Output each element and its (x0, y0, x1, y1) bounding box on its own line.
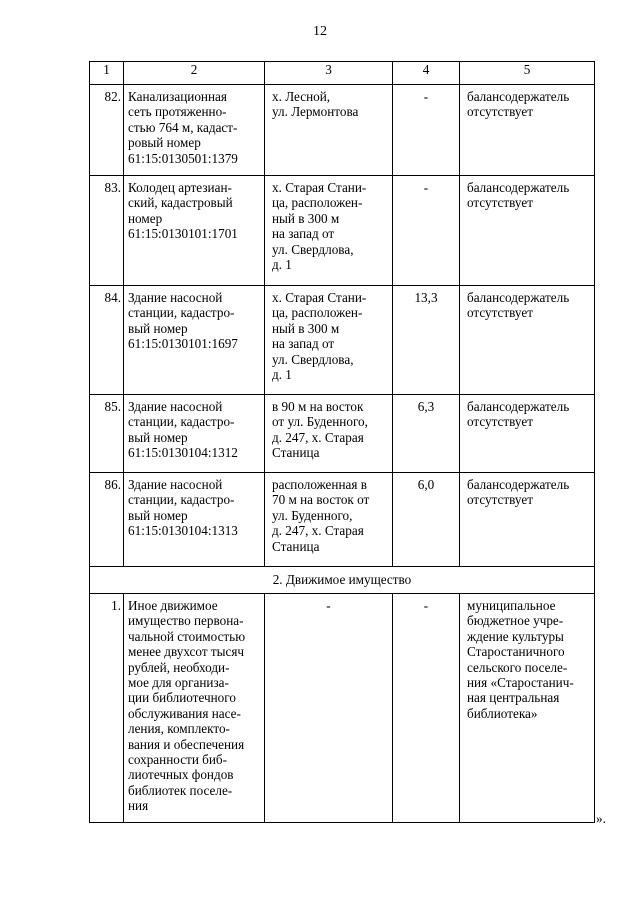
cell-text-line: сеть протяженно- (128, 104, 227, 120)
cell-text-line: обслуживания насе- (128, 705, 241, 721)
cell-text-line: отсутствует (467, 492, 533, 508)
row-number: 86. (90, 473, 124, 567)
header-col-4: 4 (393, 62, 460, 85)
table-row (90, 286, 595, 395)
cell-text-line: Здание насосной (128, 399, 223, 414)
cell-text-line: менее двухсот тысяч (128, 644, 245, 660)
object-address (265, 473, 393, 567)
cell-text-line: ровый номер (128, 135, 201, 151)
cell-text-line: вый номер (128, 507, 188, 523)
cell-text-line: номер (128, 210, 163, 226)
cell-text-line: ная центральная (467, 690, 560, 706)
cell-text-line: х. Старая Стани- (272, 180, 367, 195)
cell-text-line: сохранности биб- (128, 752, 228, 768)
cell-text-line: Иное движимое (128, 598, 218, 613)
cell-text-line: 61:15:0130501:1379 (128, 150, 238, 166)
cell-text-line: 61:15:0130101:1701 (128, 226, 238, 242)
balance-holder (460, 286, 595, 395)
cell-text-line: на запад от (272, 226, 335, 242)
cell-text-line: ный в 300 м (272, 210, 340, 226)
object-name (124, 594, 265, 823)
cell-text-line: лиотечных фондов (128, 767, 234, 783)
cell-text-line: станции, кадастро- (128, 492, 235, 508)
cell-text-line: рублей, необходи- (128, 659, 230, 675)
cell-text-line: отсутствует (467, 195, 533, 211)
cell-text-line: вания и обеспечения (128, 736, 245, 752)
cell-text-line: д. 1 (272, 257, 292, 273)
object-address: - (265, 594, 393, 823)
object-name (124, 473, 265, 567)
cell-text-line: балансодержатель (467, 477, 570, 492)
object-name (124, 85, 265, 176)
cell-text-line: балансодержатель (467, 290, 570, 305)
object-area: 6,3 (393, 395, 460, 473)
cell-text-line: ции библиотечного (128, 690, 236, 706)
cell-text-line: х. Лесной, (272, 89, 331, 104)
cell-text-line: х. Старая Стани- (272, 290, 367, 305)
cell-text-line: 61:15:0130104:1313 (128, 523, 238, 539)
cell-text-line: ния «Старостанич- (467, 675, 574, 691)
row-number: 82. (90, 85, 124, 176)
cell-text-line: д. 247, х. Старая (272, 429, 364, 445)
section-row (90, 567, 595, 594)
row-number: 84. (90, 286, 124, 395)
cell-text-line: ул. Свердлова, (272, 351, 354, 367)
cell-text-line: 70 м на восток от (272, 492, 370, 508)
cell-text-line: чальной стоимостью (128, 628, 246, 644)
cell-text-line: расположенная в (272, 477, 367, 492)
cell-text-line: Колодец артезиан- (128, 180, 232, 195)
cell-text-line: балансодержатель (467, 89, 570, 104)
object-name (124, 176, 265, 286)
object-area: - (393, 85, 460, 176)
cell-text-line: Здание насосной (128, 290, 223, 305)
page-number: 12 (313, 24, 327, 39)
cell-text-line: отсутствует (467, 104, 533, 120)
table-row (90, 85, 595, 176)
cell-text-line: Здание насосной (128, 477, 223, 492)
balance-holder (460, 176, 595, 286)
cell-text-line: стью 764 м, кадаст- (128, 119, 238, 135)
cell-text-line: Станица (272, 538, 320, 554)
header-col-2: 2 (124, 62, 265, 85)
cell-text-line: 61:15:0130104:1312 (128, 445, 238, 461)
cell-text-line: ный в 300 м (272, 320, 340, 336)
cell-text-line: станции, кадастро- (128, 414, 235, 430)
object-area: - (393, 594, 460, 823)
cell-text-line: бюджетное учре- (467, 613, 564, 629)
cell-text-line: д. 247, х. Старая (272, 523, 364, 539)
cell-text-line: ул. Лермонтова (272, 104, 359, 120)
cell-text-line: ца, расположен- (272, 305, 363, 321)
object-area: 6,0 (393, 473, 460, 567)
cell-text-line: сельского поселе- (467, 659, 568, 675)
row-number: 83. (90, 176, 124, 286)
cell-text-line: ления, комплекто- (128, 721, 230, 737)
cell-text-line: мое для организа- (128, 675, 229, 691)
cell-text-line: ский, кадастровый (128, 195, 233, 211)
row-number: 1. (90, 594, 124, 823)
cell-text-line: станции, кадастро- (128, 305, 235, 321)
cell-text-line: Канализационная (128, 89, 227, 104)
cell-text-line: муниципальное (467, 598, 556, 613)
header-col-5: 5 (460, 62, 595, 85)
object-area: 13,3 (393, 286, 460, 395)
balance-holder (460, 594, 595, 823)
cell-text-line: имущество первона- (128, 613, 244, 629)
object-name (124, 395, 265, 473)
table-header-row (90, 62, 595, 85)
balance-holder (460, 85, 595, 176)
object-area: - (393, 176, 460, 286)
object-address (265, 85, 393, 176)
property-registry-table (89, 61, 595, 823)
object-address (265, 176, 393, 286)
table-row (90, 395, 595, 473)
section-title: 2. Движимое имущество (90, 567, 595, 594)
balance-holder (460, 473, 595, 567)
cell-text-line: отсутствует (467, 414, 533, 430)
cell-text-line: ца, расположен- (272, 195, 363, 211)
cell-text-line: балансодержатель (467, 399, 570, 414)
cell-text-line: библиотека» (467, 705, 538, 721)
table-row (90, 176, 595, 286)
table-row (90, 594, 595, 823)
cell-text-line: ул. Буденного, (272, 507, 353, 523)
object-address (265, 286, 393, 395)
cell-text-line: Старостаничного (467, 644, 565, 660)
cell-text-line: от ул. Буденного, (272, 414, 368, 430)
cell-text-line: 61:15:0130101:1697 (128, 336, 238, 352)
cell-text-line: ния (128, 798, 149, 814)
cell-text-line: ул. Свердлова, (272, 241, 354, 257)
cell-text-line: в 90 м на восток (272, 399, 364, 414)
cell-text-line: д. 1 (272, 367, 292, 383)
header-col-1: 1 (90, 62, 124, 85)
object-name (124, 286, 265, 395)
object-address (265, 395, 393, 473)
row-number: 85. (90, 395, 124, 473)
cell-text-line: библиотек поселе- (128, 782, 233, 798)
cell-text-line: на запад от (272, 336, 335, 352)
cell-text-line: вый номер (128, 429, 188, 445)
cell-text-line: Станица (272, 445, 320, 461)
cell-text-line: ждение культуры (467, 628, 564, 644)
cell-text-line: вый номер (128, 320, 188, 336)
closing-quote-mark: ». (596, 811, 606, 826)
balance-holder (460, 395, 595, 473)
header-col-3: 3 (265, 62, 393, 85)
table-row (90, 473, 595, 567)
cell-text-line: отсутствует (467, 305, 533, 321)
cell-text-line: балансодержатель (467, 180, 570, 195)
